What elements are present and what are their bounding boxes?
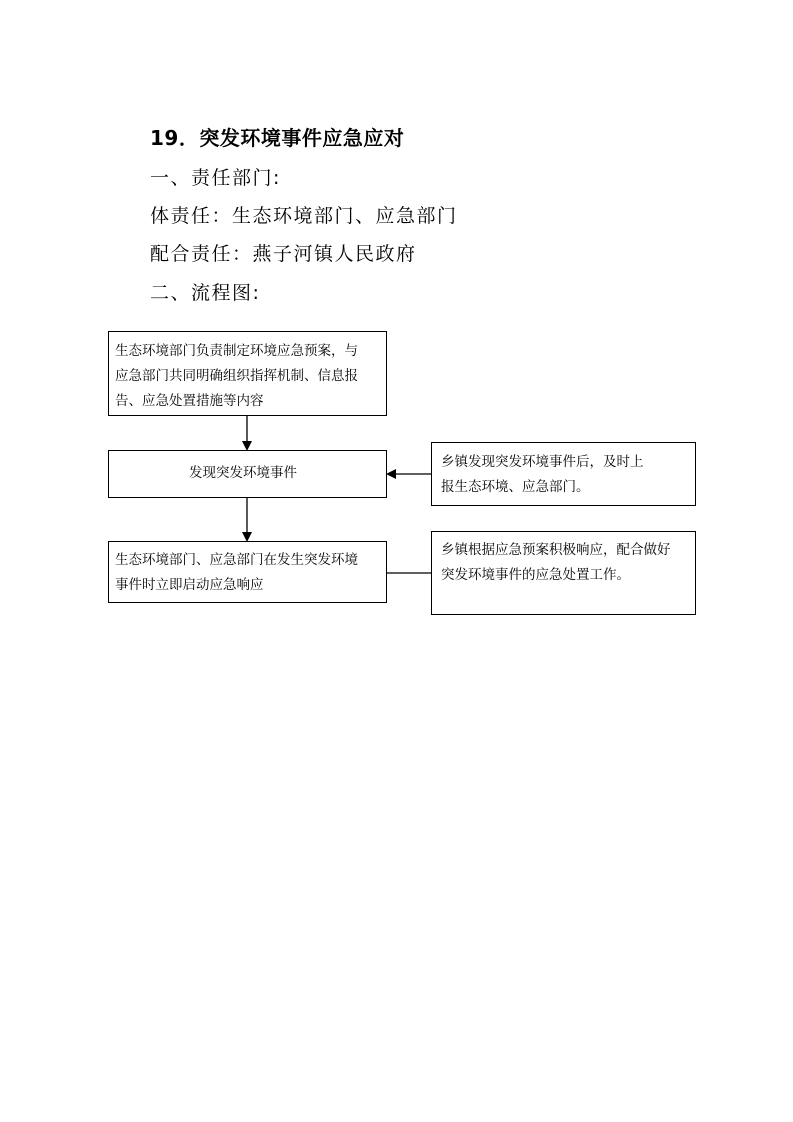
cooperating-responsibility: 配合责任：燕子河镇人民政府 <box>150 243 417 265</box>
side1-line: 报生态环境、应急部门。 <box>441 479 590 495</box>
flowchart-side-township-response <box>431 531 696 615</box>
flowchart-step-plan-formulation <box>108 331 387 416</box>
flowchart-side-township-report <box>431 442 696 506</box>
side2-line: 突发环境事件的应急处置工作。 <box>441 567 630 583</box>
side1-line: 乡镇发现突发环境事件后，及时上 <box>441 454 644 470</box>
flowchart-step-event-discovery <box>108 450 387 498</box>
step3-line: 事件时立即启动应急响应 <box>115 577 264 593</box>
flowchart-step-emergency-response <box>108 541 387 603</box>
primary-responsibility: 体责任：生态环境部门、应急部门 <box>150 205 458 227</box>
step1-line: 应急部门共同明确组织指挥机制、信息报 <box>115 368 358 384</box>
section-flowchart: 二、流程图: <box>150 282 261 304</box>
document-title: 19．突发环境事件应急应对 <box>150 126 405 150</box>
side2-line: 乡镇根据应急预案积极响应，配合做好 <box>441 542 671 558</box>
step2-line: 发现突发环境事件 <box>189 465 297 481</box>
step1-line: 告、应急处置措施等内容 <box>115 393 264 409</box>
section-responsible-departments: 一、责任部门: <box>150 167 281 189</box>
step1-line: 生态环境部门负责制定环境应急预案，与 <box>115 343 358 359</box>
step3-line: 生态环境部门、应急部门在发生突发环境 <box>115 552 358 568</box>
